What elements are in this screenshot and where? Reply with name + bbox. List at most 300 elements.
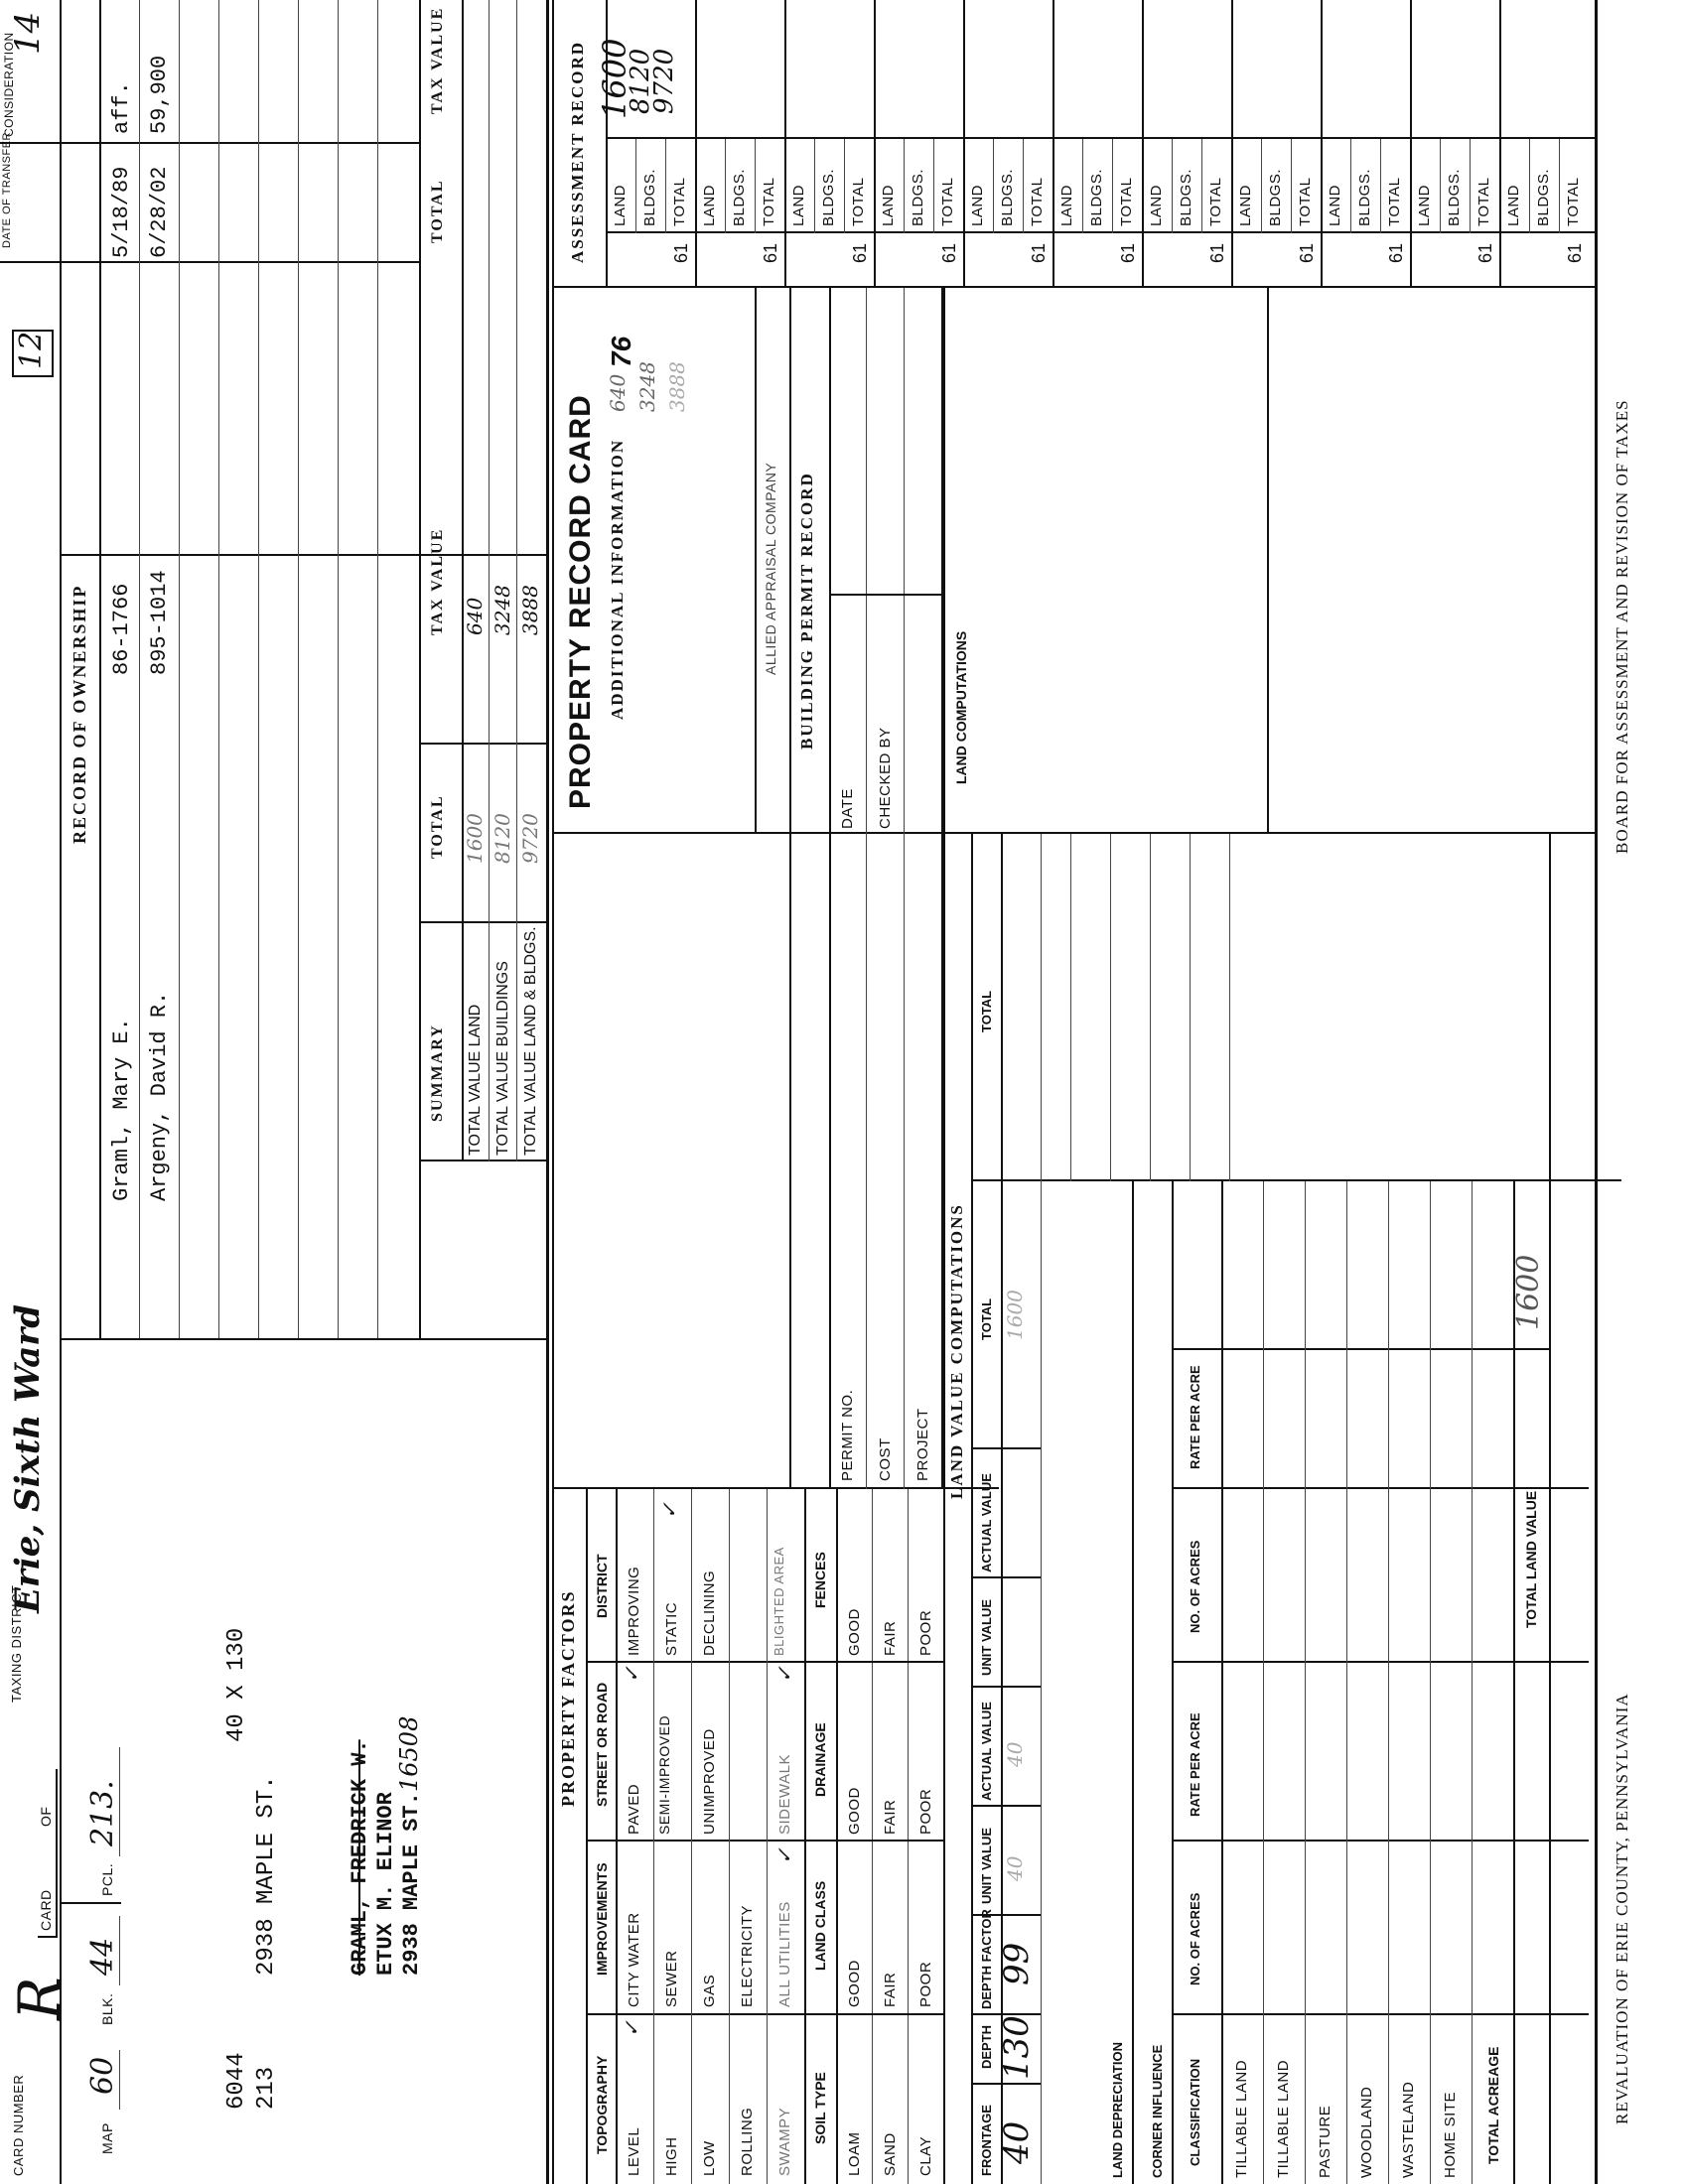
summary-total: 1600 — [463, 813, 487, 864]
assessment-land-label: LAND — [1416, 184, 1433, 226]
right-total-label: TOTAL — [429, 179, 446, 243]
row-line — [258, 0, 259, 1338]
row-line — [1110, 834, 1111, 1181]
row-line — [179, 0, 180, 1338]
drainage-poor: POOR — [917, 1788, 934, 1835]
corner-influence-label: CORNER INFLUENCE — [1150, 2044, 1165, 2178]
underline — [119, 2050, 120, 2110]
row-line — [1023, 139, 1024, 233]
divider — [943, 288, 945, 2184]
row-line — [516, 0, 517, 1161]
row-line — [1190, 834, 1191, 1181]
divider — [419, 743, 546, 745]
assessment-total-label: TOTAL — [1207, 177, 1224, 226]
owner-old: GRAML, FREDRICK W. — [348, 1739, 372, 1976]
class-home-site: HOME SITE — [1442, 2091, 1459, 2178]
map-value: 60 — [85, 2056, 120, 2095]
row-line — [1261, 139, 1262, 233]
district-declining: DECLINING — [701, 1570, 718, 1656]
assessment-bldgs-label: BLDGS. — [1535, 168, 1552, 226]
soil-sand: SAND — [882, 2132, 899, 2176]
card-number-label: CARD NUMBER — [11, 2074, 26, 2176]
summary-tax: 640 — [463, 597, 487, 635]
summary-row-label: TOTAL VALUE LAND & BLDGS. — [522, 926, 539, 1156]
divider — [1142, 0, 1144, 288]
divider — [1267, 288, 1269, 834]
row-line — [904, 288, 905, 1489]
divider — [804, 1661, 943, 1663]
pcl-value: 213. — [85, 1780, 120, 1846]
divider — [0, 142, 420, 144]
row-line — [1346, 1181, 1347, 2184]
class-wasteland: WASTELAND — [1400, 2081, 1417, 2178]
divider — [419, 921, 546, 923]
of-label: OF — [38, 1806, 54, 1827]
assessment-bldgs-label: BLDGS. — [731, 168, 748, 226]
row-line — [1388, 1181, 1389, 2184]
divider — [1172, 1661, 1589, 1663]
assessment-land-label: LAND — [790, 184, 807, 226]
row-line — [1380, 139, 1381, 233]
assessment-land-label: LAND — [880, 184, 897, 226]
divider — [616, 1489, 618, 2184]
assessment-year: 61 — [1207, 242, 1227, 263]
lv-header-actual-value: ACTUAL VALUE — [979, 1702, 994, 1801]
lv-depth-factor: 99 — [997, 1942, 1037, 1985]
row-line — [1291, 139, 1292, 233]
assessment-land-label: LAND — [701, 184, 718, 226]
assessment-bldgs-label: BLDGS. — [999, 168, 1016, 226]
assessment-value: 9720 — [649, 48, 679, 114]
divider — [963, 0, 965, 288]
check-mark: ✓ — [620, 2020, 643, 2037]
street-sidewalk: SIDEWALK — [776, 1754, 793, 1835]
additional-title: ADDITIONAL INFORMATION — [608, 438, 627, 720]
divider — [1321, 0, 1323, 288]
row-line — [1082, 139, 1083, 233]
divider — [62, 1902, 121, 1904]
parcel-code-2: 213 — [253, 2066, 280, 2110]
assessment-year: 61 — [1297, 242, 1317, 263]
lv-header-total: TOTAL — [979, 1297, 994, 1340]
lv-header-total-2: TOTAL — [979, 990, 994, 1032]
ownership-date: 6/28/02 — [147, 166, 172, 258]
row-line — [729, 1489, 730, 2184]
lv-unit-value: 40 — [1003, 1855, 1027, 1881]
fences-good: GOOD — [846, 1608, 863, 1656]
assessment-year: 61 — [671, 242, 691, 263]
ownership-title: RECORD OF OWNERSHIP — [70, 584, 89, 844]
divider — [1172, 1181, 1174, 2184]
card-number-value: R — [6, 1977, 73, 2020]
assessment-land-label: LAND — [1327, 184, 1343, 226]
consideration-label: CONSIDERATION — [2, 32, 16, 137]
fences-poor: POOR — [917, 1609, 934, 1656]
row-line — [1229, 834, 1230, 1181]
land-class-fair: FAIR — [882, 1972, 899, 2007]
underline — [119, 1747, 120, 1856]
assessment-land-label: LAND — [1505, 184, 1522, 226]
row-line — [298, 0, 299, 1338]
topography-high: HIGH — [663, 2136, 680, 2176]
street-semi-improved: SEMI-IMPROVED — [656, 1714, 672, 1835]
land-value-title: LAND VALUE COMPUTATIONS — [947, 1203, 966, 1499]
pf-header: STREET OR ROAD — [594, 1682, 610, 1807]
row-line — [489, 0, 490, 1161]
map-label: MAP — [99, 2122, 115, 2154]
divider — [971, 834, 973, 2184]
assessment-bldgs-label: BLDGS. — [641, 168, 658, 226]
class-woodland: WOODLAND — [1358, 2086, 1375, 2178]
topography-swampy: SWAMPY — [776, 2107, 793, 2176]
divider — [419, 554, 546, 556]
row-line — [665, 139, 666, 233]
divider — [971, 1576, 1041, 1578]
improvement-sewer: SEWER — [663, 1950, 680, 2007]
row-line — [338, 0, 339, 1338]
lv-header-depth-factor: DEPTH FACTOR — [979, 1909, 994, 2009]
divider — [1052, 0, 1054, 288]
pcl-label: PCL. — [99, 1862, 115, 1896]
acre-header-rate-2: RATE PER ACRE — [1188, 1365, 1202, 1469]
assessment-bldgs-label: BLDGS. — [1178, 168, 1194, 226]
assessment-total-label: TOTAL — [761, 177, 777, 226]
land-class-good: GOOD — [846, 1960, 863, 2007]
divider — [971, 1805, 1041, 1807]
class-tillable: TILLABLE LAND — [1275, 2059, 1292, 2178]
appraisal-company: ALLIED APPRAISAL COMPANY — [763, 462, 778, 675]
ownership-deed: 895-1014 — [147, 570, 172, 675]
assessment-bldgs-label: BLDGS. — [1088, 168, 1105, 226]
assessment-bldgs-label: BLDGS. — [1356, 168, 1373, 226]
lv-actual-value: 40 — [1003, 1741, 1027, 1767]
ownership-consideration: 59,900 — [147, 55, 172, 134]
summary-total: 9720 — [518, 813, 542, 864]
footer-right: BOARD FOR ASSESSMENT AND REVISION OF TAXES — [1613, 399, 1631, 854]
assessment-total-label: TOTAL — [1475, 177, 1492, 226]
divider — [789, 288, 791, 1489]
summary-tax: 3888 — [518, 585, 542, 635]
divider — [462, 0, 464, 1161]
assessment-total-label: TOTAL — [850, 177, 867, 226]
parcel-code-1: 6044 — [223, 2052, 250, 2110]
divider — [552, 0, 554, 2184]
row-line — [377, 0, 378, 1338]
blk-label: BLK. — [99, 1992, 115, 2025]
assessment-land-label: LAND — [1148, 184, 1165, 226]
divider — [1499, 0, 1501, 288]
divider — [836, 1489, 838, 2184]
divider — [60, 1338, 546, 1340]
assessment-total-label: TOTAL — [1565, 177, 1582, 226]
assessment-year: 61 — [1386, 242, 1406, 263]
additional-value: 3248 — [635, 361, 659, 412]
summary-row-label: TOTAL VALUE BUILDINGS — [494, 961, 511, 1156]
assessment-bldgs-label: BLDGS. — [1446, 168, 1463, 226]
pf-header: LAND CLASS — [812, 1880, 828, 1971]
divider — [971, 1447, 1041, 1449]
assessment-land-label: LAND — [1237, 184, 1254, 226]
divider — [60, 0, 62, 2184]
property-factors-title: PROPERTY FACTORS — [558, 1589, 578, 1807]
row-line — [993, 139, 994, 233]
lv-header-depth: DEPTH — [979, 2024, 994, 2069]
divider — [1172, 1840, 1589, 1842]
assessment-value: 1600 — [596, 38, 633, 119]
taxing-district-label: TAXING DISTRICT — [9, 1584, 24, 1703]
summary-title: SUMMARY — [429, 1024, 446, 1122]
divider — [62, 554, 419, 556]
row-line — [1470, 139, 1471, 233]
assessment-year: 61 — [1118, 242, 1138, 263]
divider — [1172, 1487, 1589, 1489]
assessment-total-label: TOTAL — [1386, 177, 1403, 226]
additional-value: 640 — [606, 373, 630, 412]
row-line — [767, 1489, 768, 2184]
district-improving: IMPROVING — [626, 1566, 642, 1656]
row-line — [1305, 1181, 1306, 2184]
district-blighted: BLIGHTED AREA — [772, 1547, 786, 1656]
divider — [943, 832, 1595, 834]
lv-header-frontage: FRONTAGE — [979, 2105, 994, 2176]
row-line — [1041, 834, 1042, 2184]
divider — [606, 0, 608, 288]
land-computations-label: LAND COMPUTATIONS — [953, 630, 969, 784]
right-tax-value-label: TAX VALUE — [429, 6, 446, 114]
pf-header: TOPOGRAPHY — [594, 2055, 610, 2154]
card-title: PROPERTY RECORD CARD — [564, 394, 597, 809]
assessment-land-label: LAND — [969, 184, 986, 226]
assessment-total-label: TOTAL — [1118, 177, 1135, 226]
divider — [1172, 1348, 1549, 1350]
underline — [119, 1916, 120, 1985]
assessment-bldgs-label: BLDGS. — [820, 168, 837, 226]
parcel-address: 2938 MAPLE ST. — [253, 1775, 280, 1976]
assessment-value: 8120 — [626, 48, 655, 114]
divider — [971, 1686, 1041, 1688]
divider — [546, 0, 549, 2184]
ownership-date: 5/18/89 — [109, 166, 134, 258]
acre-header-no-acres: NO. OF ACRES — [1188, 1892, 1202, 1985]
divider — [1172, 2013, 1589, 2015]
row-line — [1150, 834, 1151, 1181]
lv-depth: 130 — [997, 2015, 1037, 2080]
topography-level: LEVEL — [626, 2126, 642, 2176]
owner-address: 2938 MAPLE ST. — [399, 1792, 424, 1976]
lv-total: 1600 — [1003, 1290, 1027, 1340]
assessment-total-label: TOTAL — [1029, 177, 1046, 226]
pf-header: DRAINAGE — [812, 1722, 828, 1797]
taxing-district-value: Erie, Sixth Ward — [8, 1304, 48, 1613]
permit-date-label: DATE — [839, 788, 856, 829]
improvement-all-utilities: ALL UTILITIES — [776, 1901, 793, 2007]
lv-header-unit-value-2: UNIT VALUE — [979, 1598, 994, 1676]
row-line — [1350, 139, 1351, 233]
improvement-electricity: ELECTRICITY — [739, 1904, 756, 2007]
permit-checked-by-label: CHECKED BY — [877, 727, 894, 829]
class-pasture: PASTURE — [1317, 2105, 1333, 2178]
summary-total: 8120 — [491, 813, 514, 864]
assessment-total-label: TOTAL — [671, 177, 688, 226]
assessment-year: 61 — [850, 242, 870, 263]
check-mark: ✓ — [772, 1666, 796, 1683]
divider — [829, 288, 831, 1489]
divider — [971, 1179, 1621, 1181]
divider — [695, 0, 697, 288]
divider — [586, 1489, 588, 2184]
row-line — [1172, 139, 1173, 233]
ownership-deed: 86-1766 — [109, 583, 134, 675]
divider — [755, 288, 757, 834]
assessment-total-label: TOTAL — [939, 177, 956, 226]
divider — [1132, 1181, 1134, 2184]
divider — [1595, 0, 1598, 2184]
assessment-title: ASSESSMENT RECORD — [568, 40, 587, 263]
acre-header-no-acres-2: NO. OF ACRES — [1188, 1540, 1202, 1633]
row-line — [1263, 1181, 1264, 2184]
divider — [1231, 0, 1233, 288]
owner-etux: ETUX M. ELINOR — [373, 1792, 398, 1976]
summary-row-label: TOTAL VALUE LAND — [467, 1004, 484, 1156]
row-line — [1112, 139, 1113, 233]
date-of-transfer-label: DATE OF TRANSFER — [1, 132, 13, 248]
assessment-year: 61 — [1565, 242, 1585, 263]
divider — [419, 1160, 546, 1161]
divider — [99, 0, 101, 1338]
acre-header-rate: RATE PER ACRE — [1188, 1712, 1202, 1817]
summary-total-label: TOTAL — [429, 794, 446, 859]
class-tillable: TILLABLE LAND — [1233, 2059, 1250, 2178]
street-paved: PAVED — [626, 1783, 642, 1835]
check-mark: ✓ — [657, 1502, 681, 1519]
permit-project-label: PROJECT — [914, 1408, 931, 1481]
land-depreciation-label: LAND DEPRECIATION — [1110, 2042, 1125, 2178]
row-line — [635, 139, 636, 233]
improvement-gas: GAS — [701, 1974, 718, 2007]
row-line — [933, 139, 934, 233]
drainage-good: GOOD — [846, 1787, 863, 1835]
card-label: CARD — [38, 1889, 54, 1931]
total-land-value-amount: 1600 — [1511, 1254, 1546, 1330]
summary-tax: 3248 — [491, 585, 514, 635]
divider — [1549, 834, 1551, 2184]
assessment-land-label: LAND — [612, 184, 629, 226]
lv-header-unit-value: UNIT VALUE — [979, 1827, 994, 1904]
row-line — [904, 139, 905, 233]
row-line — [1529, 139, 1530, 233]
divider — [1221, 1181, 1223, 2184]
acre-header-classification: CLASSIFICATION — [1188, 2058, 1202, 2166]
blk-value: 44 — [85, 1937, 120, 1976]
assessment-year: 61 — [1029, 242, 1049, 263]
divider — [874, 0, 876, 288]
divider — [829, 594, 941, 596]
ownership-name: Argeny, David R. — [147, 991, 172, 1201]
topography-low: LOW — [701, 2140, 718, 2176]
assessment-year: 61 — [761, 242, 780, 263]
assessment-bldgs-label: BLDGS. — [1267, 168, 1284, 226]
permit-title: BUILDING PERMIT RECORD — [797, 472, 816, 750]
improvement-city-water: CITY WATER — [626, 1912, 642, 2007]
soil-loam: LOAM — [846, 2131, 863, 2176]
land-class-poor: POOR — [917, 1961, 934, 2007]
assessment-land-label: LAND — [1058, 184, 1075, 226]
assessment-total-label: TOTAL — [1297, 177, 1314, 226]
row-line — [691, 1489, 692, 2184]
pf-header: DISTRICT — [594, 1554, 610, 1618]
check-mark: ✓ — [620, 1666, 643, 1683]
divider — [552, 286, 1595, 288]
street-unimproved: UNIMPROVED — [701, 1728, 718, 1835]
row-line — [1559, 139, 1560, 233]
divider — [552, 1487, 999, 1489]
row-line — [725, 139, 726, 233]
topography-rolling: ROLLING — [739, 2107, 756, 2176]
row-line — [1430, 1181, 1431, 2184]
row-line — [1472, 1181, 1473, 2184]
total-land-value-label: TOTAL LAND VALUE — [1523, 1490, 1539, 1628]
drainage-fair: FAIR — [882, 1799, 899, 1835]
divider — [1410, 0, 1412, 288]
divider — [804, 1489, 806, 2184]
district-static: STATIC — [663, 1601, 680, 1656]
row-line — [844, 139, 845, 233]
divider — [784, 0, 786, 288]
divider — [971, 2083, 1041, 2085]
row-line — [755, 139, 756, 233]
lv-header-actual-value-2: ACTUAL VALUE — [979, 1473, 994, 1572]
divider — [0, 261, 420, 263]
pf-header: SOIL TYPE — [812, 2072, 828, 2144]
card-box-value: 12 — [14, 331, 49, 369]
divider — [804, 2013, 943, 2015]
footer-left: REVALUATION OF ERIE COUNTY, PENNSYLVANIA — [1613, 1693, 1631, 2124]
fences-fair: FAIR — [882, 1620, 899, 1656]
assessment-year: 61 — [939, 242, 959, 263]
pf-header: IMPROVEMENTS — [594, 1862, 610, 1976]
divider — [804, 1840, 943, 1842]
check-mark: ✓ — [772, 1847, 796, 1864]
assessment-year: 61 — [1475, 242, 1495, 263]
page-number: 14 — [8, 11, 48, 55]
row-line — [653, 1489, 654, 2184]
ownership-consideration: aff. — [109, 81, 134, 134]
divider — [1513, 1181, 1515, 2184]
parcel-dimensions: 40 X 130 — [223, 1627, 250, 1742]
soil-clay: CLAY — [917, 2135, 934, 2176]
pf-header: FENCES — [812, 1552, 828, 1608]
permit-cost-label: COST — [877, 1437, 894, 1481]
ownership-name: Graml, Mary E. — [109, 1018, 134, 1201]
total-acreage-label: TOTAL ACREAGE — [1485, 2046, 1501, 2164]
row-line — [814, 139, 815, 233]
row-line — [1201, 139, 1202, 233]
row-line — [1070, 834, 1071, 1181]
divider — [419, 0, 421, 1338]
additional-year-stamp: 76 — [606, 336, 636, 367]
row-line — [139, 0, 140, 1338]
additional-value: 3888 — [665, 361, 689, 412]
row-line — [218, 0, 219, 1338]
assessment-bldgs-label: BLDGS. — [910, 168, 926, 226]
lv-frontage: 40 — [997, 2120, 1037, 2164]
row-line — [1440, 139, 1441, 233]
summary-tax-value-label: TAX VALUE — [429, 527, 446, 635]
zip-handwritten: 16508 — [395, 1715, 423, 1792]
permit-no-label: PERMIT NO. — [839, 1389, 856, 1481]
row-line — [866, 288, 867, 1489]
row-line — [908, 1489, 909, 2184]
